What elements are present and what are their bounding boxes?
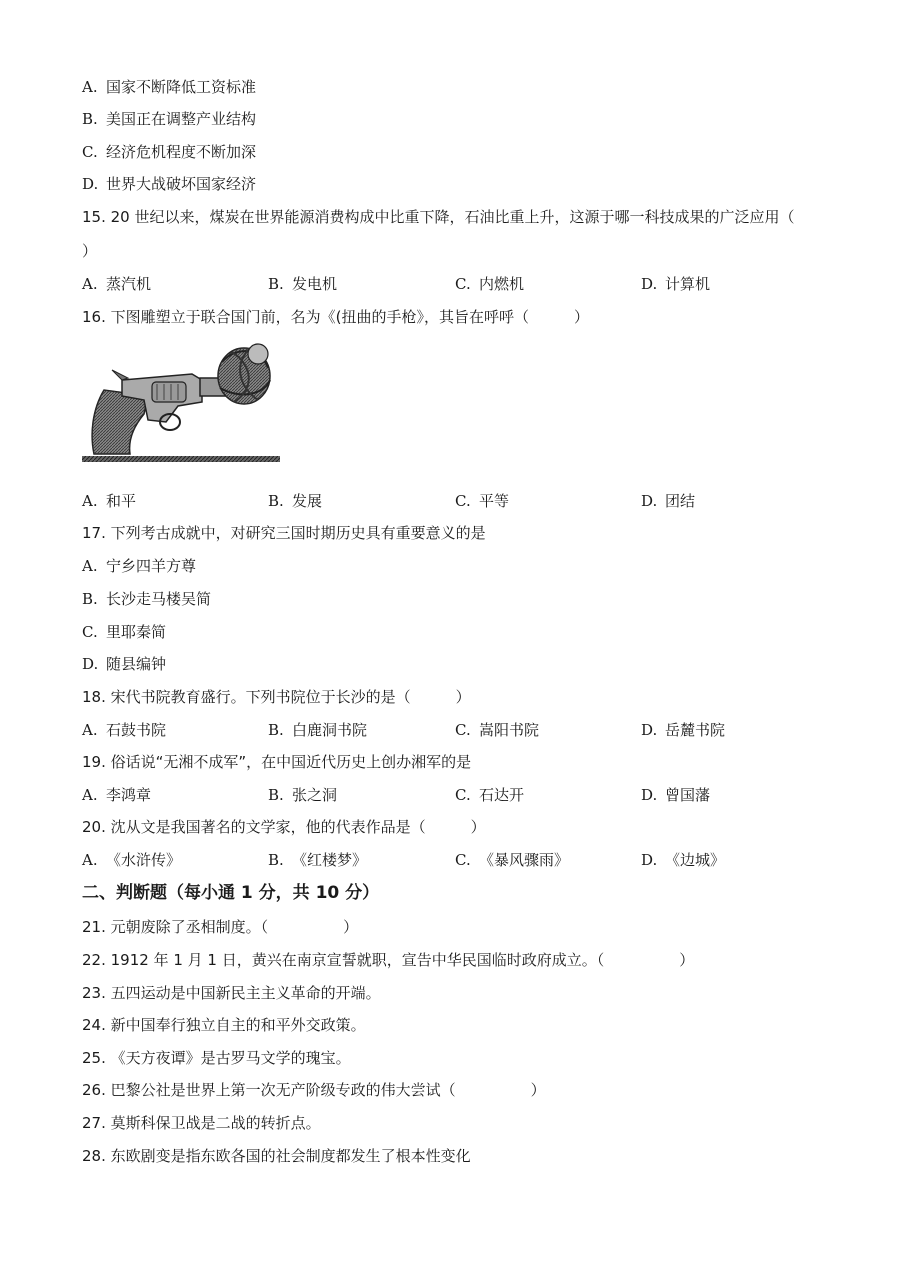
q14-option-b [82, 108, 256, 130]
judge-item-25: 25. 《天方夜谭》是古罗马文学的瑰宝。 [82, 1049, 351, 1067]
option-label: A. [82, 851, 98, 869]
judge-item-28: 28. 东欧剧变是指东欧各国的社会制度都发生了根本性变化 [82, 1147, 471, 1165]
option-label: C. [82, 623, 98, 641]
option-text: 《红楼梦》 [292, 851, 368, 869]
option-label: A. [82, 78, 98, 96]
option-text: 蒸汽机 [106, 275, 152, 293]
option-label: D. [641, 721, 658, 739]
option-text: 世界大战破坏国家经济 [106, 175, 257, 193]
option-label: B. [268, 492, 284, 510]
q17-stem: 17. 下列考古成就中，对研究三国时期历史具有重要意义的是 [82, 524, 486, 542]
option-label: C. [455, 275, 471, 293]
option-text: 美国正在调整产业结构 [106, 110, 257, 128]
q15-stem: 15. 20 世纪以来，煤炭在世界能源消费构成中比重下降，石油比重上升，这源于哪一科技成果的广泛应用（ [82, 208, 795, 226]
option-text: 石达开 [479, 786, 525, 804]
q17-option-c [82, 621, 166, 643]
option-label: C. [455, 786, 471, 804]
q20-option-a [82, 849, 181, 871]
option-label: C. [455, 492, 471, 510]
option-label: D. [82, 655, 99, 673]
q15-option-d [641, 273, 710, 295]
q16-stem: 16. 下图雕塑立于联合国门前，名为《(扭曲的手枪》，其旨在呼呼（ ） [82, 308, 589, 326]
q16-option-a [82, 490, 136, 512]
option-text: 发电机 [292, 275, 338, 293]
judge-item-23: 23. 五四运动是中国新民主主义革命的开端。 [82, 984, 381, 1002]
q18-option-b [268, 719, 367, 741]
q16-option-b [268, 490, 322, 512]
q14-option-d [82, 173, 256, 195]
q17-option-b [82, 588, 211, 610]
option-text: 发展 [292, 492, 323, 510]
option-text: 随县编钟 [106, 655, 167, 673]
option-text: 团结 [665, 492, 696, 510]
q17-option-a [82, 555, 196, 577]
q19-option-b [268, 784, 337, 806]
q20-option-b [268, 849, 367, 871]
q15-option-c [455, 273, 524, 295]
option-label: D. [641, 851, 658, 869]
option-label: C. [455, 851, 471, 869]
option-text: 长沙走马楼吴简 [106, 590, 212, 608]
option-text: 内燃机 [479, 275, 525, 293]
option-text: 里耶秦简 [106, 623, 167, 641]
q18-stem: 18. 宋代书院教育盛行。下列书院位于长沙的是（ ） [82, 688, 471, 706]
judge-item-21: 21. 元朝废除了丞相制度。（ ） [82, 918, 359, 936]
option-label: C. [82, 143, 98, 161]
q14-option-a [82, 76, 256, 98]
q20-option-c [455, 849, 569, 871]
option-text: 宁乡四羊方尊 [106, 557, 197, 575]
option-label: A. [82, 786, 98, 804]
option-text: 白鹿洞书院 [292, 721, 368, 739]
option-text: 张之洞 [292, 786, 338, 804]
q20-option-d [641, 849, 725, 871]
option-text: 经济危机程度不断加深 [106, 143, 257, 161]
judge-item-22: 22. 1912 年 1 月 1 日，黄兴在南京宣誓就职，宣告中华民国临时政府成立。（ ） [82, 951, 695, 969]
option-text: 平等 [479, 492, 510, 510]
q16-option-c [455, 490, 509, 512]
option-text: 《水浒传》 [106, 851, 182, 869]
option-text: 石鼓书院 [106, 721, 167, 739]
q19-option-a [82, 784, 151, 806]
section-heading: 二、判断题（每小通 1 分，共 10 分） [82, 883, 380, 903]
option-label: D. [641, 786, 658, 804]
option-label: B. [82, 590, 98, 608]
option-text: 嵩阳书院 [479, 721, 540, 739]
option-label: A. [82, 721, 98, 739]
q15-option-b [268, 273, 337, 295]
option-label: D. [641, 492, 658, 510]
q19-option-c [455, 784, 524, 806]
option-text: 曾国藩 [665, 786, 711, 804]
option-text: 李鸿章 [106, 786, 152, 804]
judge-item-27: 27. 莫斯科保卫战是二战的转折点。 [82, 1114, 321, 1132]
q15-option-a [82, 273, 151, 295]
option-label: A. [82, 557, 98, 575]
q18-option-a [82, 719, 166, 741]
option-label: B. [268, 786, 284, 804]
option-label: A. [82, 492, 98, 510]
judge-item-24: 24. 新中国奉行独立自主的和平外交政策。 [82, 1016, 366, 1034]
q19-option-d [641, 784, 710, 806]
q17-option-d [82, 653, 166, 675]
q19-stem: 19. 俗话说“无湘不成军”，在中国近代历史上创办湘军的是 [82, 753, 472, 771]
option-text: 《边城》 [665, 851, 726, 869]
option-label: B. [268, 851, 284, 869]
q20-stem: 20. 沈从文是我国著名的文学家，他的代表作品是（ ） [82, 818, 486, 836]
option-text: 岳麓书院 [665, 721, 726, 739]
q15-stem-cont: ） [82, 242, 98, 260]
option-text: 计算机 [665, 275, 711, 293]
option-label: B. [82, 110, 98, 128]
judge-item-26: 26. 巴黎公社是世界上第一次无产阶级专政的伟大尝试（ ） [82, 1081, 546, 1099]
q18-option-d [641, 719, 725, 741]
option-label: D. [82, 175, 99, 193]
q14-option-c [82, 141, 256, 163]
option-label: D. [641, 275, 658, 293]
option-text: 《暴风骤雨》 [479, 851, 570, 869]
q16-option-d [641, 490, 695, 512]
option-label: B. [268, 721, 284, 739]
option-label: A. [82, 275, 98, 293]
q18-option-c [455, 719, 539, 741]
knotted-gun-sculpture-icon [82, 340, 280, 466]
option-label: B. [268, 275, 284, 293]
option-label: C. [455, 721, 471, 739]
option-text: 和平 [106, 492, 137, 510]
option-text: 国家不断降低工资标准 [106, 78, 257, 96]
